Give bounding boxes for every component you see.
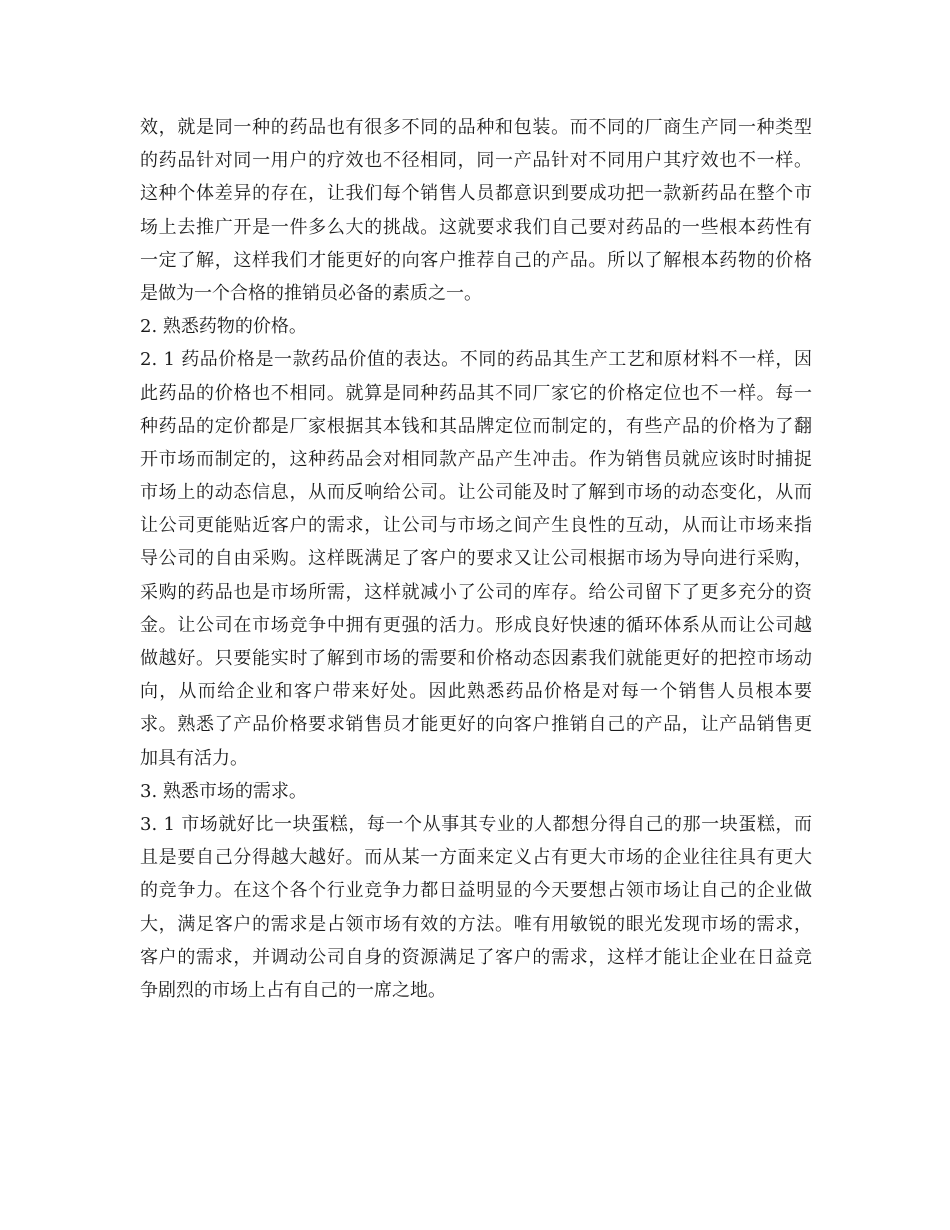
section-heading: 3. 熟悉市场的需求。 xyxy=(140,780,307,802)
section-heading: 2. 熟悉药物的价格。 xyxy=(140,316,307,338)
text-line: 做越好。只要能实时了解到市场的需要和价格动态因素我们就能更好的把控市场动 xyxy=(140,648,812,669)
text-line: 2. 1 药品价格是一款药品价值的表达。不同的药品其生产工艺和原材料不一样，因 xyxy=(140,349,812,371)
text-line: 一定了解，这样我们才能更好的向客户推荐自己的产品。所以了解根本药物的价格 xyxy=(140,249,812,271)
text-line: 导公司的自由采购。这样既满足了客户的要求又让公司根据市场为导向进行采购， xyxy=(140,548,812,570)
text-line: 大，满足客户的需求是占领市场有效的方法。唯有用敏锐的眼光发现市场的需求， xyxy=(140,913,812,935)
text-line: 向，从而给企业和客户带来好处。因此熟悉药品价格是对每一个销售人员根本要 xyxy=(140,681,812,703)
text-line: 客户的需求，并调动公司自身的资源满足了客户的需求，这样才能让企业在日益竞 xyxy=(140,946,812,968)
text-line: 这种个体差异的存在，让我们每个销售人员都意识到要成功把一款新药品在整个市 xyxy=(140,183,812,205)
text-line: 场上去推广开是一件多么大的挑战。这就要求我们自己要对药品的一些根本药性有 xyxy=(140,216,812,238)
text-line: 开市场而制定的，这种药品会对相同款产品产生冲击。作为销售员就应该时时捕捉 xyxy=(140,448,812,470)
text-line: 的药品针对同一用户的疗效也不径相同，同一产品针对不同用户其疗效也不一样。 xyxy=(140,150,812,172)
text-line: 种药品的定价都是厂家根据其本钱和其品牌定位而制定的，有些产品的价格为了翻 xyxy=(140,415,812,437)
text-line: 的竞争力。在这个各个行业竞争力都日益明显的今天要想占领市场让自己的企业做 xyxy=(140,880,812,902)
text-line: 此药品的价格也不相同。就算是同种药品其不同厂家它的价格定位也不一样。每一 xyxy=(140,382,812,404)
document-body xyxy=(140,111,812,1007)
text-line: 是做为一个合格的推销员必备的素质之一。 xyxy=(140,282,482,304)
text-line: 且是要自己分得越大越好。而从某一方面来定义占有更大市场的企业往往具有更大 xyxy=(140,847,812,869)
text-line: 3. 1 市场就好比一块蛋糕，每一个从事其专业的人都想分得自己的那一块蛋糕，而 xyxy=(140,813,812,835)
text-line: 效，就是同一种的药品也有很多不同的品种和包装。而不同的厂商生产同一种类型 xyxy=(140,117,812,138)
text-line: 金。让公司在市场竞争中拥有更强的活力。形成良好快速的循环体系从而让公司越 xyxy=(140,614,812,636)
text-line: 采购的药品也是市场所需，这样就减小了公司的库存。给公司留下了更多充分的资 xyxy=(140,581,812,603)
text-line: 让公司更能贴近客户的需求，让公司与市场之间产生良性的互动，从而让市场来指 xyxy=(140,515,812,537)
text-line: 求。熟悉了产品价格要求销售员才能更好的向客户推销自己的产品，让产品销售更 xyxy=(140,714,812,736)
text-line: 争剧烈的市场上占有自己的一席之地。 xyxy=(140,979,446,1001)
text-line: 市场上的动态信息，从而反响给公司。让公司能及时了解到市场的动态变化，从而 xyxy=(140,482,812,504)
text-line: 加具有活力。 xyxy=(140,747,248,769)
